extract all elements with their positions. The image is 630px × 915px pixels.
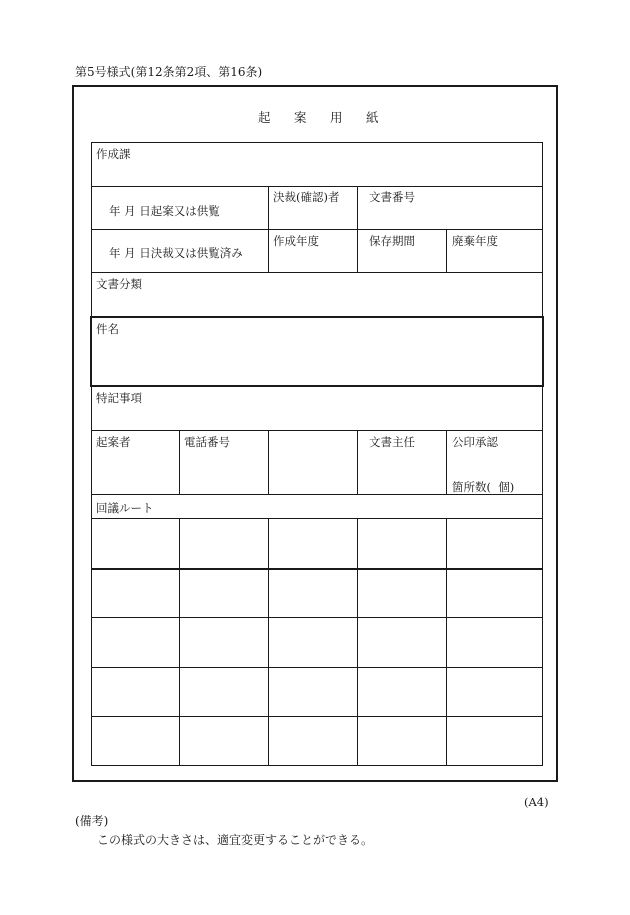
col-rule [268,430,269,494]
col-rule [179,430,180,494]
row-rule [91,765,543,766]
row-rule [91,617,543,618]
label-disposal-year: 廃棄年度 [452,234,498,248]
col-rule [268,518,269,766]
col-rule [357,186,358,272]
paper-size: (A4) [524,795,549,809]
title-char: 案 [294,110,307,125]
label-doc-chief: 文書主任 [369,435,415,449]
row-rule [91,716,543,717]
label-draft-date: 年 月 日起案又は供覧 [109,204,220,218]
row-rule [91,430,543,431]
col-rule [357,518,358,766]
col-rule [446,430,447,494]
label-seal-approval: 公印承認 [452,435,498,449]
row-rule [91,186,543,187]
row-rule [91,272,543,273]
label-classification: 文書分類 [96,277,142,291]
label-phone: 電話番号 [184,435,230,449]
row-rule-thick [91,568,543,570]
title-char: 用 [330,110,343,125]
title-char: 起 [258,110,271,125]
label-retention-period: 保存期間 [369,234,415,248]
row-rule [91,667,543,668]
col-rule [179,518,180,766]
label-drafter: 起案者 [96,435,131,449]
label-doc-number: 文書番号 [369,190,415,204]
row-rule [91,518,543,519]
label-routing: 回議ルート [96,501,154,515]
table-border-right [542,142,543,766]
label-decision-by: 決裁(確認)者 [273,190,340,204]
row-rule [91,142,543,143]
label-decided-date: 年 月 日決裁又は供覧済み [109,246,243,260]
label-subject: 件名 [96,322,119,336]
label-section: 作成課 [96,147,131,161]
row-rule [91,229,543,230]
col-rule [446,229,447,272]
notes-heading: (備考) [75,814,109,828]
subject-box [90,316,544,387]
title-char: 紙 [366,110,379,125]
col-rule [446,518,447,766]
col-rule [268,186,269,272]
col-rule [357,430,358,494]
notes-text: この様式の大きさは、適宜変更することができる。 [97,833,374,847]
label-created-year: 作成年度 [273,234,319,248]
form-number: 第5号様式(第12条第2項、第16条) [75,65,263,79]
label-special-notes: 特記事項 [96,391,142,405]
label-seal-count: 箇所数( 個) [452,480,515,494]
table-border-left [91,142,92,766]
